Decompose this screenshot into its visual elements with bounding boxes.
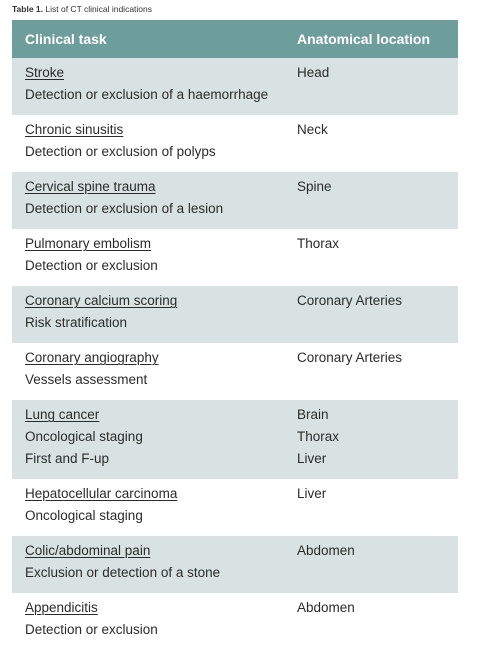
task-detail: Risk stratification <box>25 315 128 330</box>
location-name: Thorax <box>297 236 340 251</box>
location-name: Coronary Arteries <box>297 350 403 365</box>
table-header <box>12 20 458 58</box>
task-detail: Detection or exclusion of a haemorrhage <box>25 87 269 102</box>
cell-clinical-task <box>12 229 297 286</box>
task-name: Coronary calcium scoring <box>25 293 178 308</box>
location-name: Liver <box>297 486 327 501</box>
table-row <box>12 536 458 593</box>
task-name: Lung cancer <box>25 407 100 422</box>
task-name: Coronary angiography <box>25 350 159 365</box>
cell-anatomical-location <box>297 400 339 479</box>
cell-anatomical-location <box>297 536 355 593</box>
location-name: Spine <box>297 179 332 194</box>
cell-clinical-task <box>12 115 297 172</box>
location-name: Brain <box>297 407 329 422</box>
cell-anatomical-location <box>297 229 339 286</box>
task-detail: Detection or exclusion of a lesion <box>25 201 224 216</box>
location-name: Abdomen <box>297 600 355 615</box>
table-row <box>12 286 458 343</box>
task-detail: Detection or exclusion <box>25 622 158 637</box>
location-name: Head <box>297 65 330 80</box>
cell-clinical-task <box>12 400 297 479</box>
cell-anatomical-location <box>297 286 402 343</box>
table-row <box>12 58 458 115</box>
location-name: Thorax <box>297 429 340 444</box>
task-detail: Vessels assessment <box>25 372 148 387</box>
table-row <box>12 172 458 229</box>
task-name: Cervical spine trauma <box>25 179 156 194</box>
cell-anatomical-location <box>297 115 328 172</box>
cell-clinical-task <box>12 286 297 343</box>
table-row <box>12 229 458 286</box>
task-detail: Detection or exclusion of polyps <box>25 144 216 159</box>
table-row <box>12 115 458 172</box>
task-name: Chronic sinusitis <box>25 122 124 137</box>
table-row <box>12 400 458 479</box>
header-anatomical-location: Anatomical location <box>297 31 431 47</box>
cell-anatomical-location <box>297 58 329 115</box>
table-row <box>12 343 458 400</box>
location-name: Abdomen <box>297 543 355 558</box>
task-detail: Oncological staging <box>25 508 143 523</box>
cell-clinical-task <box>12 172 297 229</box>
task-name: Hepatocellular carcinoma <box>25 486 178 501</box>
cell-clinical-task <box>12 593 297 650</box>
cell-clinical-task <box>12 343 297 400</box>
task-detail: First and F-up <box>25 451 110 466</box>
cell-clinical-task <box>12 58 297 115</box>
table-row <box>12 593 458 650</box>
cell-anatomical-location <box>297 479 326 536</box>
table-row <box>12 479 458 536</box>
cell-anatomical-location <box>297 172 332 229</box>
table-body <box>12 58 458 650</box>
caption-text: List of CT clinical indications <box>43 4 153 14</box>
cell-clinical-task <box>12 479 297 536</box>
ct-indications-table <box>12 20 458 650</box>
task-name: Colic/abdominal pain <box>25 543 151 558</box>
location-name: Coronary Arteries <box>297 293 403 308</box>
location-name: Liver <box>297 451 327 466</box>
task-detail: Oncological staging <box>25 429 143 444</box>
task-detail: Detection or exclusion <box>25 258 158 273</box>
task-name: Stroke <box>25 65 65 80</box>
table-caption <box>12 4 152 14</box>
cell-anatomical-location <box>297 593 355 650</box>
caption-label: Table 1. <box>12 4 44 14</box>
location-name: Neck <box>297 122 328 137</box>
cell-anatomical-location <box>297 343 402 400</box>
task-detail: Exclusion or detection of a stone <box>25 565 221 580</box>
task-name: Pulmonary embolism <box>25 236 152 251</box>
cell-clinical-task <box>12 536 297 593</box>
task-name: Appendicitis <box>25 600 98 615</box>
header-clinical-task: Clinical task <box>25 31 107 47</box>
